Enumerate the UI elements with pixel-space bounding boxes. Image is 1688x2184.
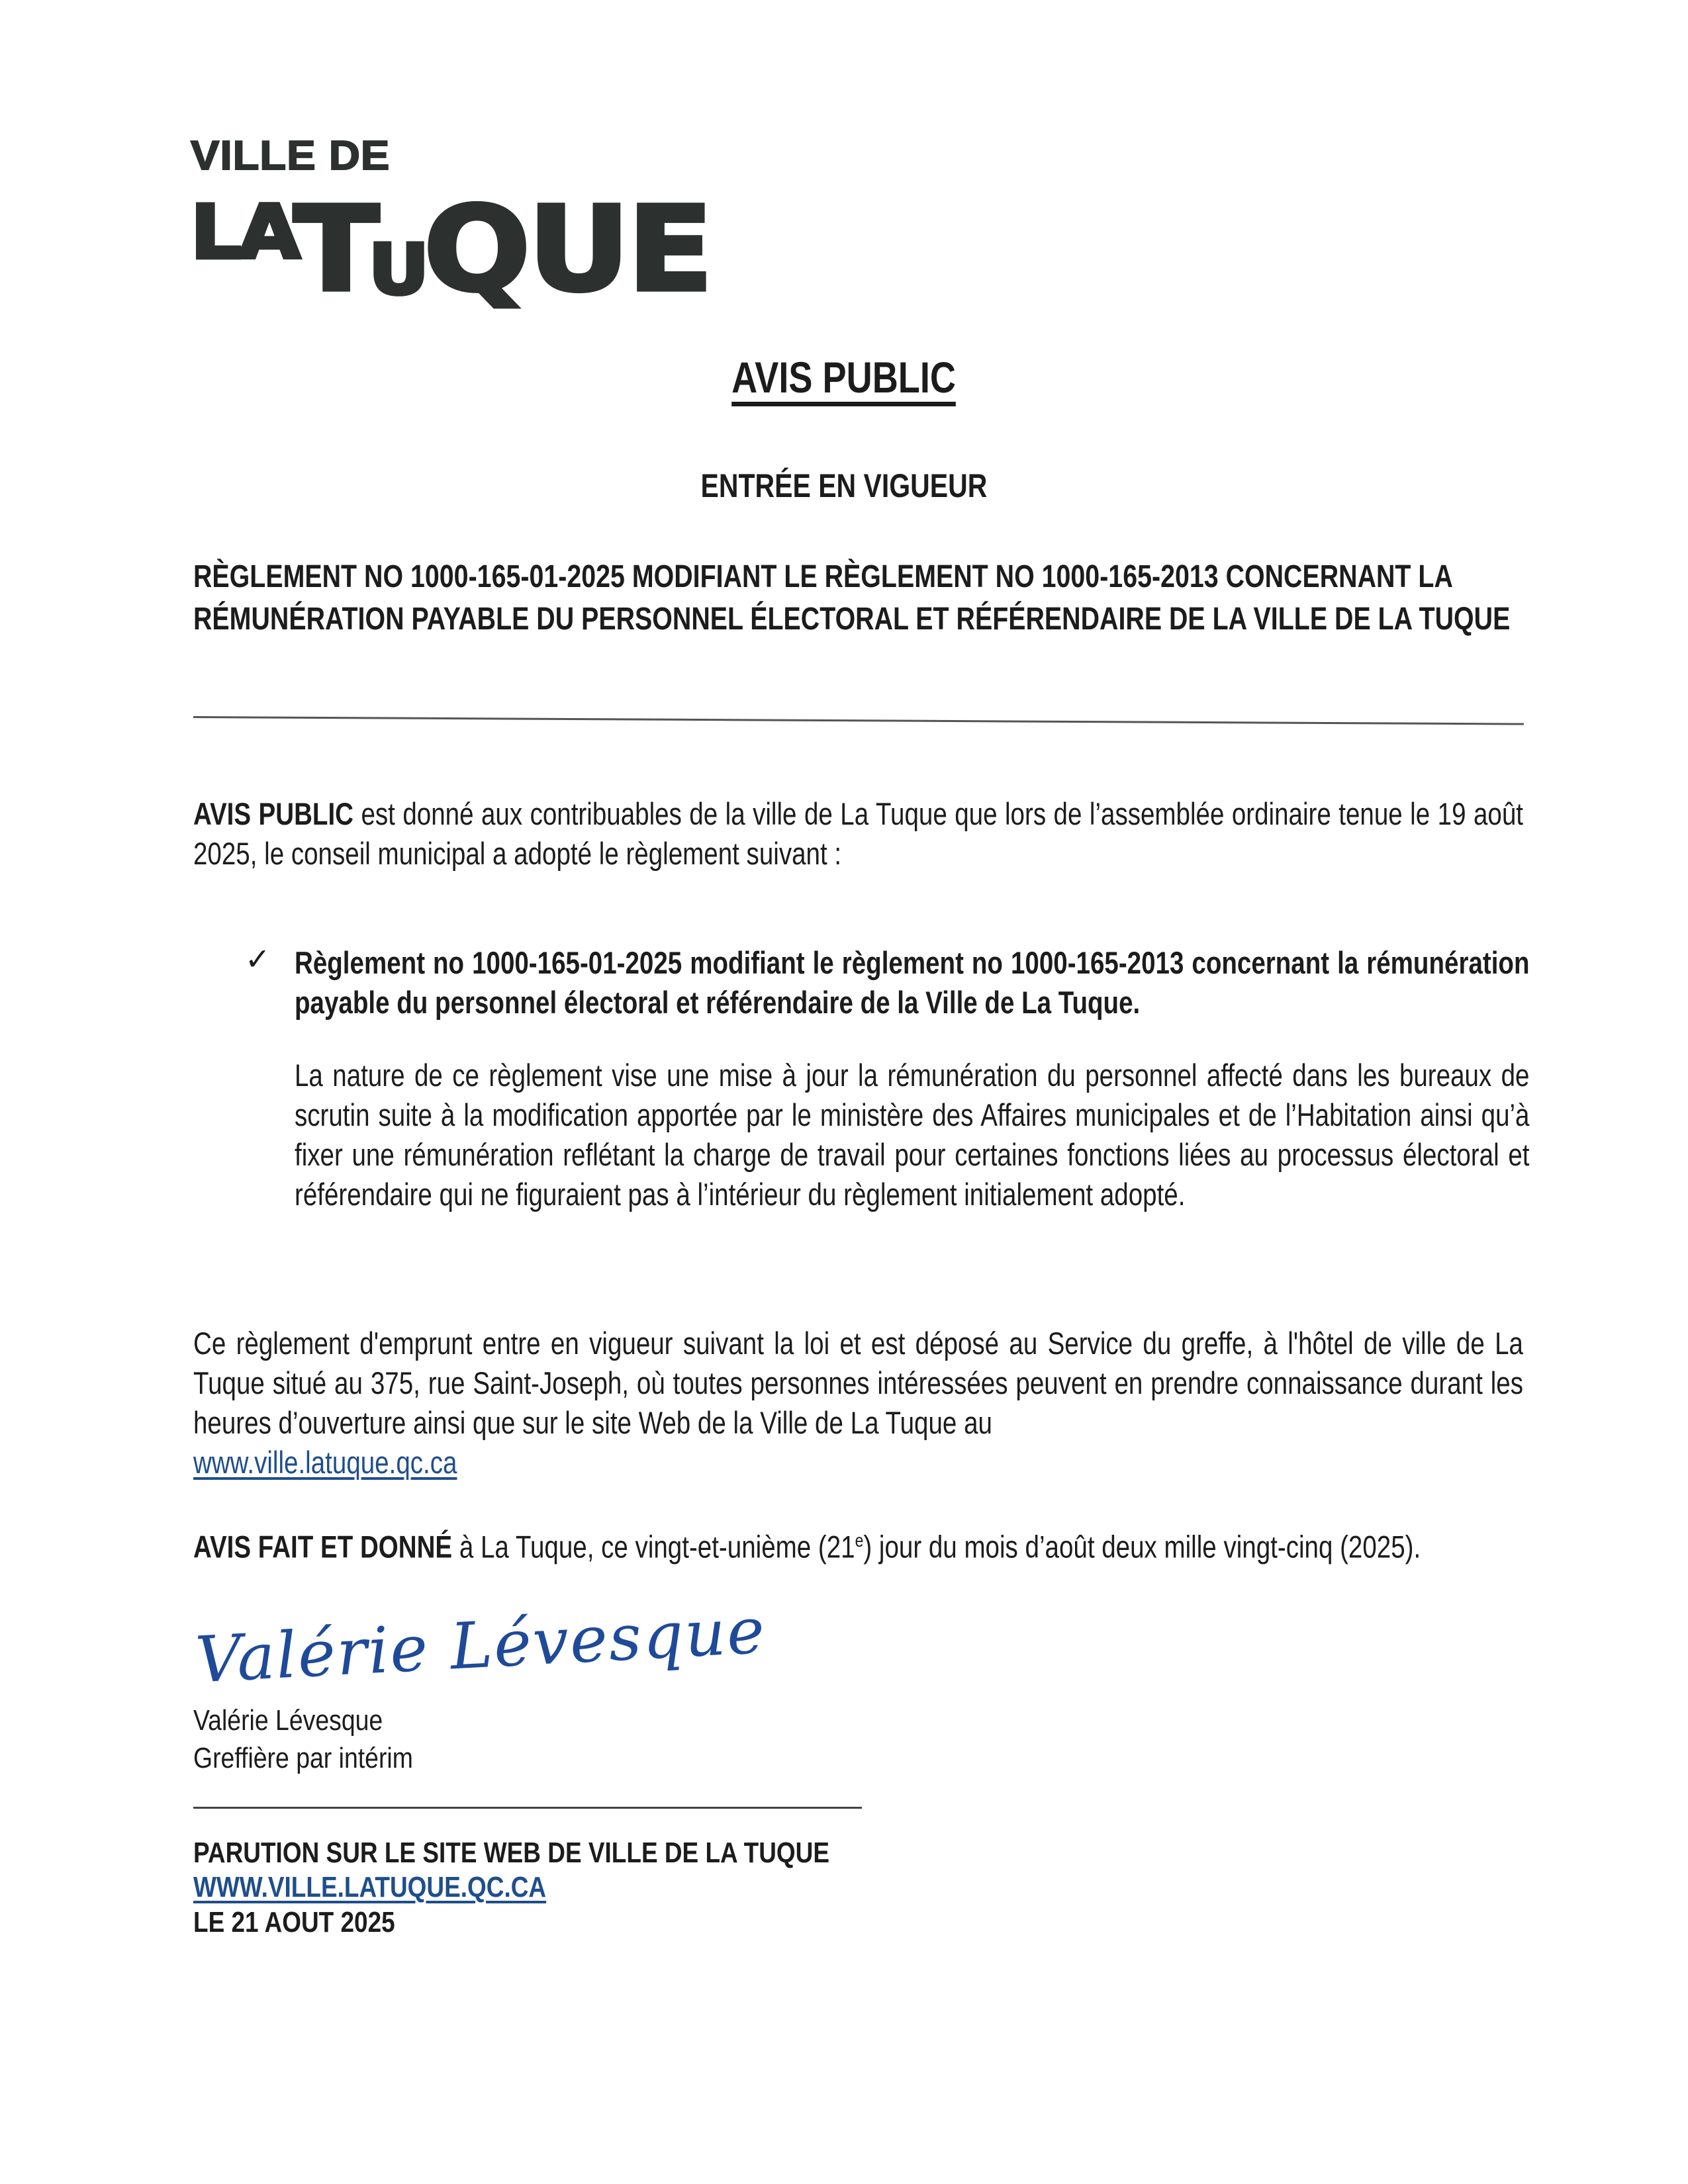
- logo-la: LA: [191, 190, 298, 276]
- document-subtitle-text: ENTRÉE EN VIGUEUR: [700, 467, 988, 504]
- handwritten-signature: Valérie Lévesque: [193, 1593, 768, 1698]
- intro-text: est donné aux contribuables de la ville de La Tuque que lors de l’assemblée ordinaire tenue le 19 août 2025, le conseil municipal a adopté le règlement suivant :: [193, 796, 1523, 871]
- bylaw-bullet-body: La nature de ce règlement vise une mise à jour la rémunération du personnel affecté dans les bureaux de scrutin suite à la modification apportée par le ministère des Affaires municipales et de l’Habitation ainsi qu’à fixer une rémunération reflétant la charge de travail pour certaines fonctions liées au processus électoral et référendaire qui ne figuraient pas à l’intérieur du règlement initialement adopté.: [295, 1058, 1530, 1212]
- bylaw-bullet-title: Règlement no 1000-165-01-2025 modifiant le règlement no 1000-165-2013 concernant la rémunération payable du personnel électoral et référendaire de la Ville de La Tuque.: [295, 945, 1530, 1020]
- signatory-role: Greffière par intérim: [193, 1742, 413, 1774]
- document-subtitle: [0, 467, 1688, 505]
- closing-sup: e: [855, 1530, 864, 1551]
- heading-divider: [193, 716, 1524, 725]
- closing-paragraph: [193, 1521, 1523, 1567]
- logo-u: U: [368, 230, 426, 310]
- checkmark-icon: ✓: [245, 941, 271, 977]
- closing-text-1: à La Tuque, ce vingt-et-unième (21: [452, 1529, 855, 1565]
- closing-text-2: ) jour du mois d’août deux mille vingt-cinq (2025).: [863, 1529, 1421, 1565]
- signatory-name: Valérie Lévesque: [193, 1704, 383, 1737]
- document-title-text: AVIS PUBLIC: [732, 355, 957, 406]
- deposit-text: Ce règlement d'emprunt entre en vigueur suivant la loi et est déposé au Service du greffe, à l'hôtel de ville de La Tuque situé au 375, rue Saint-Joseph, où toutes personnes intéressées peuvent en prendre connaissance durant les heures d’ouverture ainsi que sur le site Web de la Ville de La Tuque au: [193, 1326, 1523, 1440]
- publication-link[interactable]: WWW.VILLE.LATUQUE.QC.CA: [193, 1871, 547, 1903]
- document-title: [0, 352, 1688, 406]
- closing-bold: AVIS FAIT ET DONNÉ: [193, 1529, 453, 1565]
- logo-que: QUE: [423, 181, 711, 318]
- publication-date: LE 21 AOUT 2025: [193, 1906, 395, 1938]
- deposit-paragraph: [193, 1324, 1523, 1482]
- intro-bold: AVIS PUBLIC: [193, 796, 354, 831]
- bylaw-heading: RÈGLEMENT NO 1000-165-01-2025 MODIFIANT LE RÈGLEMENT NO 1000-165-2013 CONCERNANT LA RÉMUNÉRATION PAYABLE DU PERSONNEL ÉLECTORAL ET RÉFÉRENDAIRE DE LA VILLE DE LA TUQUE: [193, 559, 1511, 637]
- footer-divider: [193, 1807, 862, 1809]
- city-logo: [191, 133, 711, 318]
- intro-paragraph: [193, 794, 1523, 874]
- publication-line: PARUTION SUR LE SITE WEB DE VILLE DE LA TUQUE: [193, 1837, 829, 1869]
- logo-t: T: [293, 181, 377, 318]
- website-link[interactable]: www.ville.latuque.qc.ca: [193, 1445, 457, 1480]
- logo-la-tuque: [191, 181, 711, 318]
- logo-ville-de: VILLE DE: [191, 133, 391, 179]
